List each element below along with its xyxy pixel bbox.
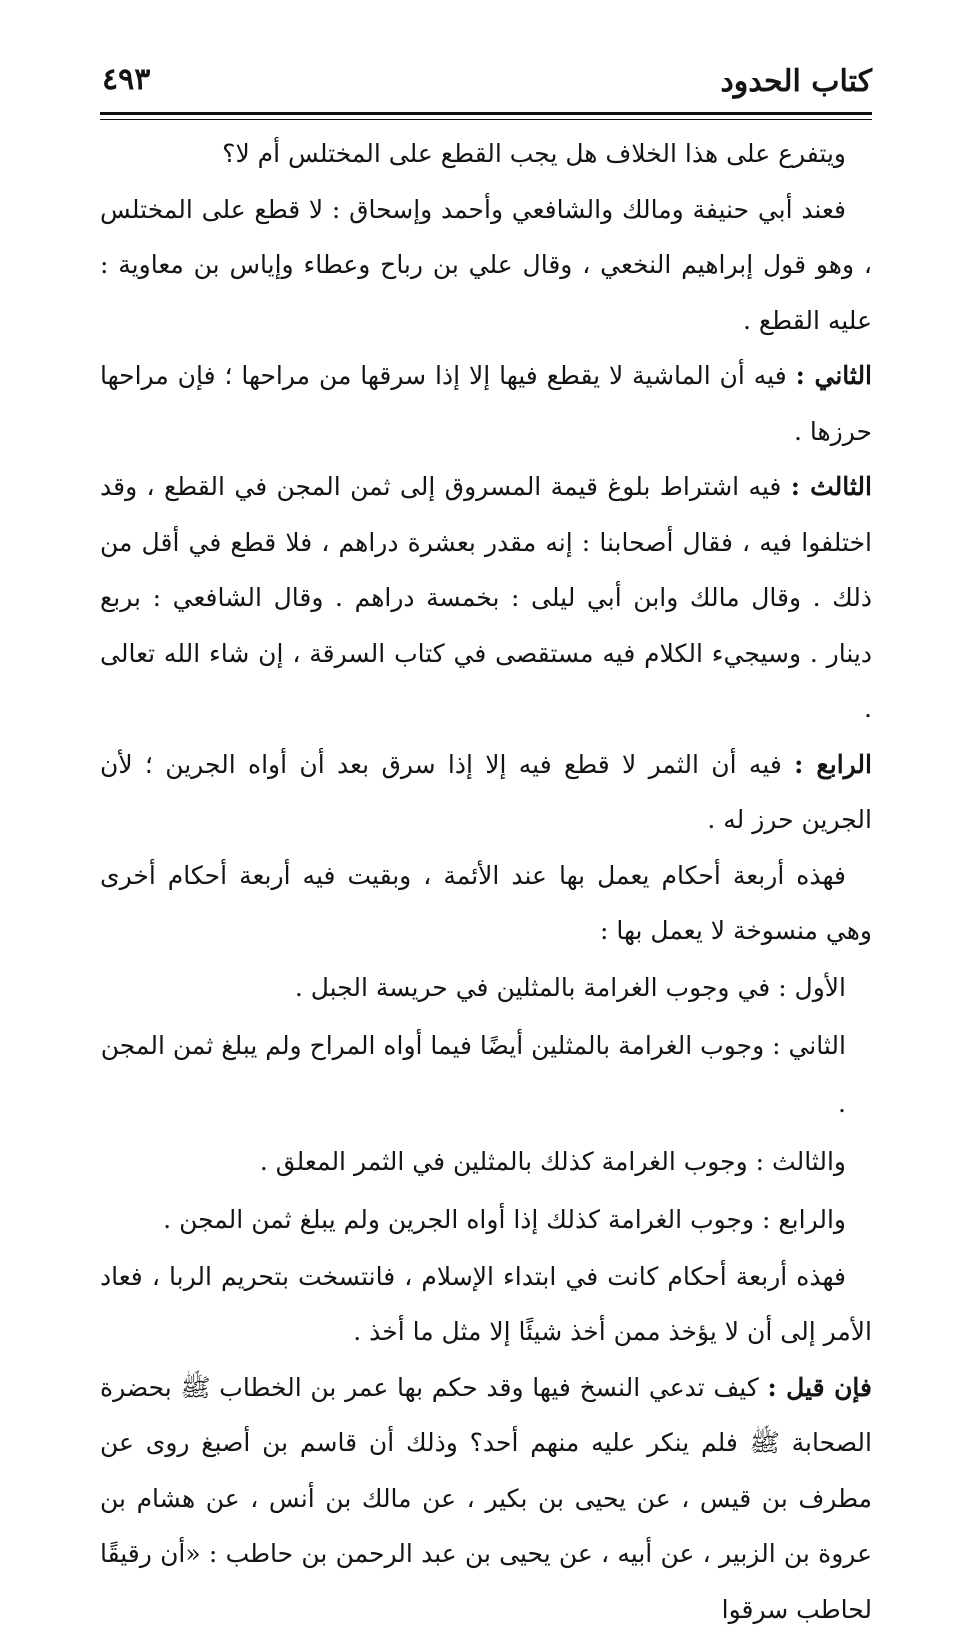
paragraph-text: فهذه أربعة أحكام يعمل بها عند الأئمة ، وبقيت فيه أربعة أحكام أخرى وهي منسوخة لا يعمل بها : (100, 861, 872, 946)
paragraph (100, 1360, 872, 1637)
list-item: والثالث : وجوب الغرامة كذلك بالمثلين في الثمر المعلق . (100, 1133, 872, 1191)
list-item: والرابع : وجوب الغرامة كذلك إذا أواه الجرين ولم يبلغ ثمن المجن . (100, 1191, 872, 1249)
paragraph-text: فهذه أربعة أحكام كانت في ابتداء الإسلام ، فانتسخت بتحريم الربا ، فعاد الأمر إلى أن لا يؤخذ ممن أخذ شيئًا إلا مثل ما أخذ . (100, 1262, 872, 1347)
paragraph-text: فيه أن الماشية لا يقطع فيها إلا إذا سرقها من مراحها ؛ فإن مراحها حرزها . (100, 361, 872, 446)
paragraph-lead: الثالث : (791, 472, 872, 501)
header-rule-thick (100, 112, 872, 115)
paragraph (100, 1249, 872, 1360)
body-text (100, 126, 872, 1637)
paragraph-lead: الثاني : (796, 361, 872, 390)
running-title: كتاب الحدود (720, 64, 872, 99)
paragraph (100, 348, 872, 459)
paragraph (100, 848, 872, 959)
paragraph-text: فيه اشتراط بلوغ قيمة المسروق إلى ثمن المجن في القطع ، وقد اختلفوا فيه ، فقال أصحابنا : إنه مقدر بعشرة دراهم ، فلا قطع في أقل من ذلك . وقال مالك وابن أبي ليلى : بخمسة دراهم . وقال الشافعي : بربع دينار . وسيجيء الكلام فيه مستقصى في كتاب السرقة ، إن شاء الله تعالى . (100, 472, 872, 723)
paragraph (100, 459, 872, 737)
paragraph-text: ويتفرع على هذا الخلاف هل يجب القطع على المختلس أم لا؟ (222, 139, 846, 168)
paragraph (100, 126, 872, 182)
page-header (100, 58, 872, 108)
list-item: الأول : في وجوب الغرامة بالمثلين في حريسة الجبل . (100, 959, 872, 1017)
paragraph-text: فعند أبي حنيفة ومالك والشافعي وأحمد وإسحاق : لا قطع على المختلس ، وهو قول إبراهيم النخعي ، وقال علي بن رباح وعطاء وإياس بن معاوية : عليه القطع . (100, 195, 872, 335)
paragraph (100, 737, 872, 848)
paragraph-text: كيف تدعي النسخ فيها وقد حكم بها عمر بن الخطاب ﷺ بحضرة الصحابة ﷺ فلم ينكر عليه منهم أحد؟ وذلك أن قاسم بن أصبغ روى عن مطرف بن قيس ، عن يحيى بن بكير ، عن مالك بن أنس ، عن هشام بن عروة بن الزبير ، عن أبيه ، عن يحيى بن عبد الرحمن بن حاطب : «أن رقيقًا لحاطب سرقوا (100, 1373, 872, 1624)
header-rule-thin (100, 119, 872, 120)
list-item: الثاني : وجوب الغرامة بالمثلين أيضًا فيما أواه المراح ولم يبلغ ثمن المجن . (100, 1017, 872, 1133)
paragraph-lead: فإن قيل : (767, 1373, 872, 1402)
paragraph-lead: الرابع : (794, 750, 872, 779)
page-number: ٤٩٣ (102, 62, 150, 97)
paragraph (100, 182, 872, 349)
paragraph-text: فيه أن الثمر لا قطع فيه إلا إذا سرق بعد أن أواه الجرين ؛ لأن الجرين حرز له . (100, 750, 872, 835)
